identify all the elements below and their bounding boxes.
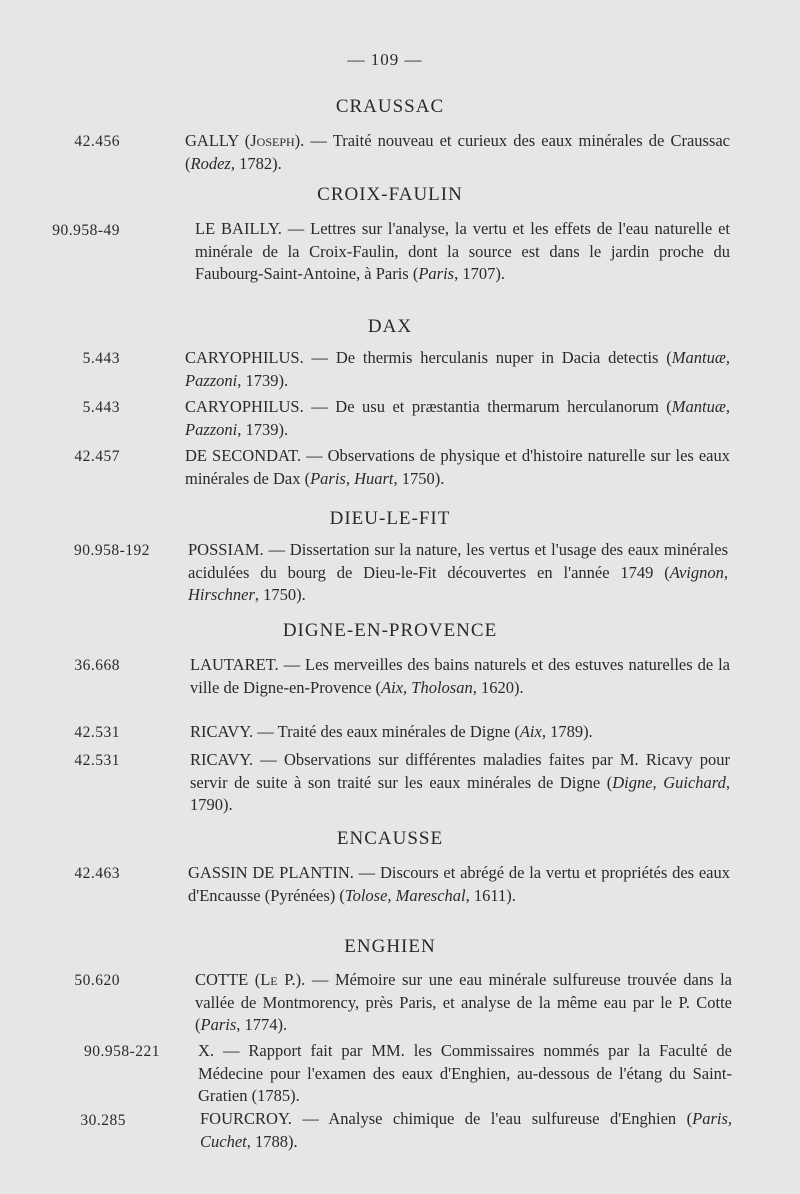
entry-body: — Analyse chimique de l'eau sulfureuse d'Enghien ( [302, 1109, 693, 1128]
entry-imprint: Paris [418, 264, 455, 283]
entry-body: — Traité des eaux minérales de Digne ( [257, 722, 520, 741]
entry-body: — De usu et præstantia thermarum herculanorum ( [311, 397, 672, 416]
shelf-code: 42.531 [74, 724, 120, 741]
shelf-code: 90.958-192 [73, 542, 150, 559]
entry-date: , 1774). [236, 1015, 288, 1034]
entry-body: — Discours et abrégé de la vertu et propriétés des eaux d'Encausse (Pyrénées) ( [188, 863, 730, 905]
section-heading: ENCAUSSE [336, 828, 444, 849]
shelf-code: 90.958-221 [83, 1043, 160, 1060]
entry-imprint: Paris [200, 1015, 237, 1034]
shelf-code: 30.285 [80, 1112, 126, 1129]
entry-date: , 1739). [237, 419, 289, 439]
entry-date: , 1789). [541, 722, 593, 741]
entry-author: FOURCROY. [200, 1109, 292, 1128]
entry-date: , 1750). [393, 468, 445, 488]
entry-imprint: Mantuæ, Pazzoni [185, 397, 731, 439]
shelf-code: 42.463 [74, 865, 120, 882]
entry-text [188, 862, 730, 907]
entry-author: LAUTARET. [190, 655, 279, 674]
entry-date: , 1790). [190, 772, 730, 814]
shelf-code: 5.443 [82, 399, 120, 416]
section-heading: ENGHIEN [344, 936, 436, 957]
shelf-code: 42.531 [74, 752, 120, 769]
entry-author: GASSIN DE PLANTIN. [188, 863, 354, 882]
entry-imprint: Rodez [190, 153, 231, 173]
entry-date: , 1782). [230, 153, 282, 173]
entry-date: , 1739). [237, 370, 289, 390]
page-number: — 109 — [347, 50, 423, 69]
entry-date: , 1611). [465, 885, 516, 905]
entry-text [195, 218, 730, 286]
entry-text [190, 721, 730, 744]
section-heading: DIEU-LE-FIT [329, 508, 451, 529]
entry-author: POSSIAM. [188, 540, 264, 559]
entry-text [188, 539, 728, 607]
entry-date: , 1750). [254, 585, 306, 604]
entry-text [185, 445, 730, 490]
entry-imprint: Paris, Cuchet [200, 1109, 733, 1151]
entry-imprint: Paris, Huart [310, 468, 394, 488]
entry-author: CARYOPHILUS. [185, 348, 304, 367]
entry-imprint: Aix [519, 722, 542, 741]
entry-author: GALLY (Joseph). [185, 131, 305, 150]
entry-imprint: Mantuæ, Pazzoni [185, 348, 730, 390]
entry-text [200, 1108, 732, 1153]
entry-body: — Les merveilles des bains naturels et des estuves naturelles de la ville de Digne-en-Provence ( [190, 655, 731, 697]
entry-text [198, 1040, 732, 1108]
entry-author: RICAVY. [190, 750, 254, 769]
entry-author: DE SECONDAT. [185, 446, 302, 465]
entry-text [190, 749, 730, 817]
section-heading: CROIX-FAULIN [317, 184, 463, 205]
entry-body: — Observations de physique et d'histoire naturelle sur les eaux minérales de Dax ( [185, 446, 731, 488]
entry-body: — De thermis herculanis nuper in Dacia detectis ( [311, 348, 672, 367]
shelf-code: 36.668 [74, 657, 120, 674]
entry-imprint: Avignon, Hirschner [188, 562, 728, 604]
entry-text [185, 396, 730, 441]
entry-text [185, 130, 730, 175]
entry-text [185, 347, 730, 392]
entry-author: COTTE (Le P.). [195, 970, 306, 989]
entry-body: — Dissertation sur la nature, les vertus et l'usage des eaux minérales acidulées du bourg de Dieu-le-Fit découvertes en l'année 1749 ( [188, 540, 728, 582]
entry-date: , 1707). [454, 264, 505, 283]
section-heading: DIGNE-EN-PROVENCE [282, 620, 498, 641]
entry-author: X. [198, 1041, 215, 1060]
entry-imprint: Tolose, Mareschal [344, 885, 466, 905]
entry-imprint: Digne, Guichard [612, 772, 726, 792]
section-heading: DAX [367, 316, 413, 337]
entry-author: LE BAILLY. [195, 219, 282, 238]
entry-body: — Lettres sur l'analyse, la vertu et les effets de l'eau naturelle et minérale de la Croix-Faulin, dont la source est dans le jardin proche du Faubourg-Saint-Antoine, à Paris ( [195, 219, 730, 283]
shelf-code: 42.456 [74, 133, 120, 150]
entry-imprint: Aix, Tholosan [381, 677, 473, 697]
section-heading: CRAUSSAC [335, 96, 445, 117]
shelf-code: 5.443 [82, 350, 120, 367]
entry-body: — Rapport fait par MM. les Commissaires nommés par la Faculté de Médecine pour l'examen des eaux d'Enghien, au-dessous de l'étang du Saint-Gratien (1785). [198, 1041, 732, 1105]
entry-text [195, 969, 732, 1037]
shelf-code: 42.457 [74, 448, 120, 465]
entry-author: CARYOPHILUS. [185, 397, 304, 416]
entry-date: , 1788). [246, 1131, 298, 1151]
entry-body: — Observations sur différentes maladies faites par M. Ricavy pour servir de suite à son traité sur les eaux minérales de Digne ( [190, 750, 731, 792]
entry-author: RICAVY. [190, 722, 254, 741]
shelf-code: 50.620 [74, 972, 120, 989]
entry-date: , 1620). [472, 677, 524, 697]
entry-body: — Traité nouveau et curieux des eaux minérales de Craussac ( [185, 131, 731, 173]
entry-body: — Mémoire sur une eau minérale sulfureuse trouvée dans la vallée de Montmorency, près Paris, et analyse de la même eau par le P. Cotte ( [195, 970, 733, 1034]
entry-text [190, 654, 730, 699]
shelf-code: 90.958-49 [52, 222, 120, 239]
